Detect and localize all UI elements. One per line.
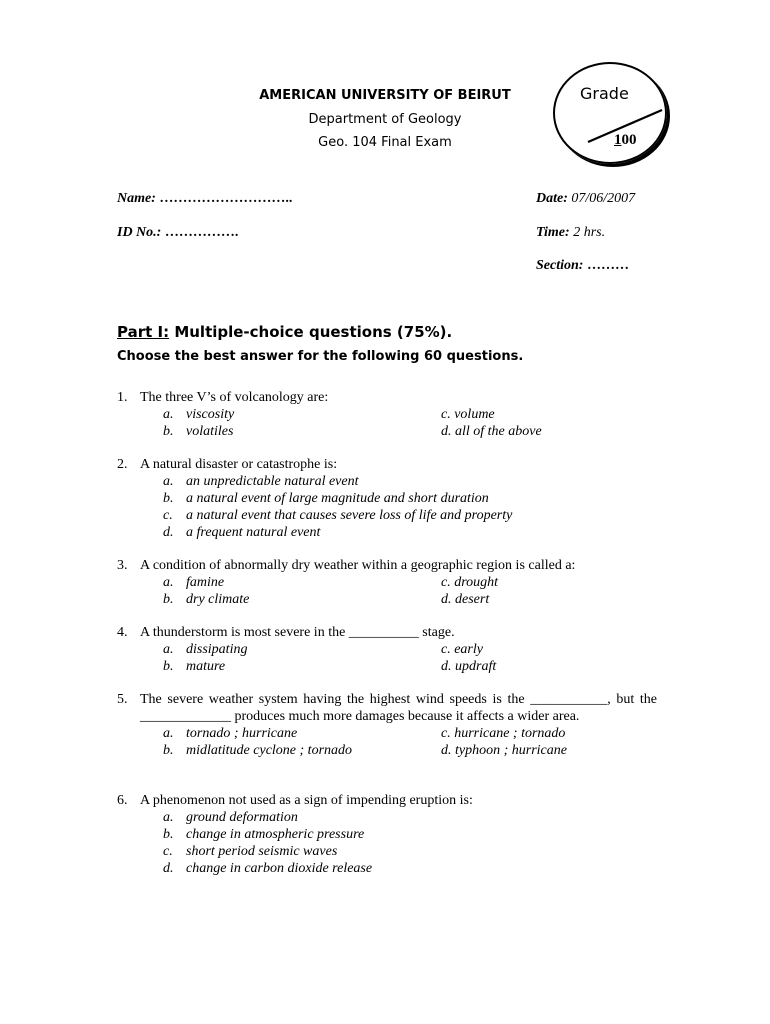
- option-c[interactable]: c. early: [441, 642, 483, 657]
- question-1: [117, 389, 657, 440]
- question-stem: A thunderstorm is most severe in the __________ stage.: [140, 625, 455, 640]
- option-text: a natural event of large magnitude and short duration: [186, 491, 489, 506]
- option-text: tornado ; hurricane: [186, 726, 298, 741]
- option-letter: d.: [163, 861, 174, 876]
- id-label: ID No.:: [117, 225, 162, 240]
- option-text: ground deformation: [186, 810, 298, 825]
- options: [163, 406, 657, 440]
- option-text: viscosity: [186, 407, 235, 422]
- option-letter: b.: [163, 827, 174, 842]
- name-label: Name:: [117, 191, 156, 206]
- section-field[interactable]: [536, 258, 629, 274]
- option-letter: a.: [163, 810, 174, 825]
- option-d[interactable]: d. typhoon ; hurricane: [441, 743, 567, 758]
- option-text: dry climate: [186, 592, 250, 607]
- option-text: dissipating: [186, 642, 248, 657]
- option-d[interactable]: [163, 860, 657, 877]
- question-stem: A phenomenon not used as a sign of impending eruption is:: [140, 793, 473, 808]
- option-a[interactable]: [163, 641, 657, 658]
- option-c[interactable]: c. drought: [441, 575, 499, 590]
- option-text: famine: [186, 575, 225, 590]
- option-b[interactable]: [163, 490, 657, 507]
- question-number: 3.: [117, 558, 128, 573]
- option-b[interactable]: [163, 658, 657, 675]
- part-title: [117, 323, 452, 341]
- id-field[interactable]: [117, 225, 238, 241]
- option-b[interactable]: [163, 826, 657, 843]
- time-value: 2 hrs.: [569, 225, 606, 240]
- question-stem: The three V’s of volcanology are:: [140, 390, 329, 405]
- section-label: Section:: [536, 258, 584, 273]
- options: [163, 574, 657, 608]
- options: [163, 641, 657, 675]
- option-letter: b.: [163, 424, 174, 439]
- question-2: [117, 456, 657, 541]
- option-b[interactable]: [163, 742, 657, 759]
- options: [163, 809, 657, 877]
- grade-total: [614, 132, 637, 149]
- option-letter: a.: [163, 726, 174, 741]
- option-a[interactable]: [163, 574, 657, 591]
- option-letter: c.: [163, 508, 173, 523]
- option-letter: a.: [163, 642, 174, 657]
- id-value: …………….: [164, 225, 239, 240]
- grade-label: Grade: [580, 84, 629, 103]
- option-c[interactable]: c. hurricane ; tornado: [441, 726, 566, 741]
- name-field[interactable]: [117, 191, 292, 207]
- option-a[interactable]: [163, 406, 657, 423]
- option-d[interactable]: d. all of the above: [441, 424, 542, 439]
- question-number: 1.: [117, 390, 128, 405]
- question-number: 5.: [117, 692, 128, 707]
- option-letter: d.: [163, 525, 174, 540]
- exam-title: Geo. 104 Final Exam: [318, 135, 452, 150]
- option-a[interactable]: [163, 809, 657, 826]
- options: [163, 725, 657, 759]
- grade-total-rest: 00: [621, 132, 637, 148]
- question-number: 6.: [117, 793, 128, 808]
- question-4: [117, 624, 657, 675]
- option-c[interactable]: [163, 507, 657, 524]
- date-field: [536, 191, 635, 207]
- option-a[interactable]: [163, 725, 657, 742]
- university-name: AMERICAN UNIVERSITY OF BEIRUT: [259, 88, 511, 103]
- grade-total-first-digit: 1: [614, 132, 622, 148]
- section-value: ………: [583, 258, 629, 273]
- option-text: a frequent natural event: [186, 525, 321, 540]
- time-field: [536, 225, 605, 241]
- option-text: an unpredictable natural event: [186, 474, 359, 489]
- option-text: a natural event that causes severe loss of life and property: [186, 508, 513, 523]
- part-label: Part I:: [117, 323, 170, 341]
- department-name: Department of Geology: [308, 112, 462, 127]
- option-text: volatiles: [186, 424, 234, 439]
- question-stem: The severe weather system having the highest wind speeds is the ___________, but the _____________ produces much more damages because it affects a wider area.: [140, 692, 657, 724]
- question-number: 2.: [117, 457, 128, 472]
- question-6: [117, 792, 657, 877]
- option-letter: c.: [163, 844, 173, 859]
- option-text: mature: [186, 659, 226, 674]
- date-value: 07/06/2007: [567, 191, 636, 206]
- option-c[interactable]: c. volume: [441, 407, 495, 422]
- option-letter: b.: [163, 491, 174, 506]
- time-label: Time:: [536, 225, 570, 240]
- question-5: [117, 691, 657, 759]
- option-text: midlatitude cyclone ; tornado: [186, 743, 353, 758]
- options: [163, 473, 657, 541]
- option-d[interactable]: d. updraft: [441, 659, 497, 674]
- option-c[interactable]: [163, 843, 657, 860]
- option-text: change in atmospheric pressure: [186, 827, 365, 842]
- date-label: Date:: [536, 191, 568, 206]
- question-number: 4.: [117, 625, 128, 640]
- option-letter: a.: [163, 575, 174, 590]
- option-letter: b.: [163, 743, 174, 758]
- option-text: change in carbon dioxide release: [186, 861, 373, 876]
- option-a[interactable]: [163, 473, 657, 490]
- option-d[interactable]: [163, 524, 657, 541]
- question-stem: A condition of abnormally dry weather within a geographic region is called a:: [140, 558, 576, 573]
- option-b[interactable]: [163, 591, 657, 608]
- question-stem: A natural disaster or catastrophe is:: [140, 457, 338, 472]
- part-heading-text: Multiple-choice questions (75%).: [169, 323, 453, 341]
- option-b[interactable]: [163, 423, 657, 440]
- option-letter: b.: [163, 659, 174, 674]
- question-3: [117, 557, 657, 608]
- option-letter: a.: [163, 407, 174, 422]
- instructions: Choose the best answer for the following 60 questions.: [117, 349, 524, 364]
- option-letter: b.: [163, 592, 174, 607]
- option-text: short period seismic waves: [186, 844, 338, 859]
- option-d[interactable]: d. desert: [441, 592, 490, 607]
- option-letter: a.: [163, 474, 174, 489]
- name-value: ………………………..: [159, 191, 293, 206]
